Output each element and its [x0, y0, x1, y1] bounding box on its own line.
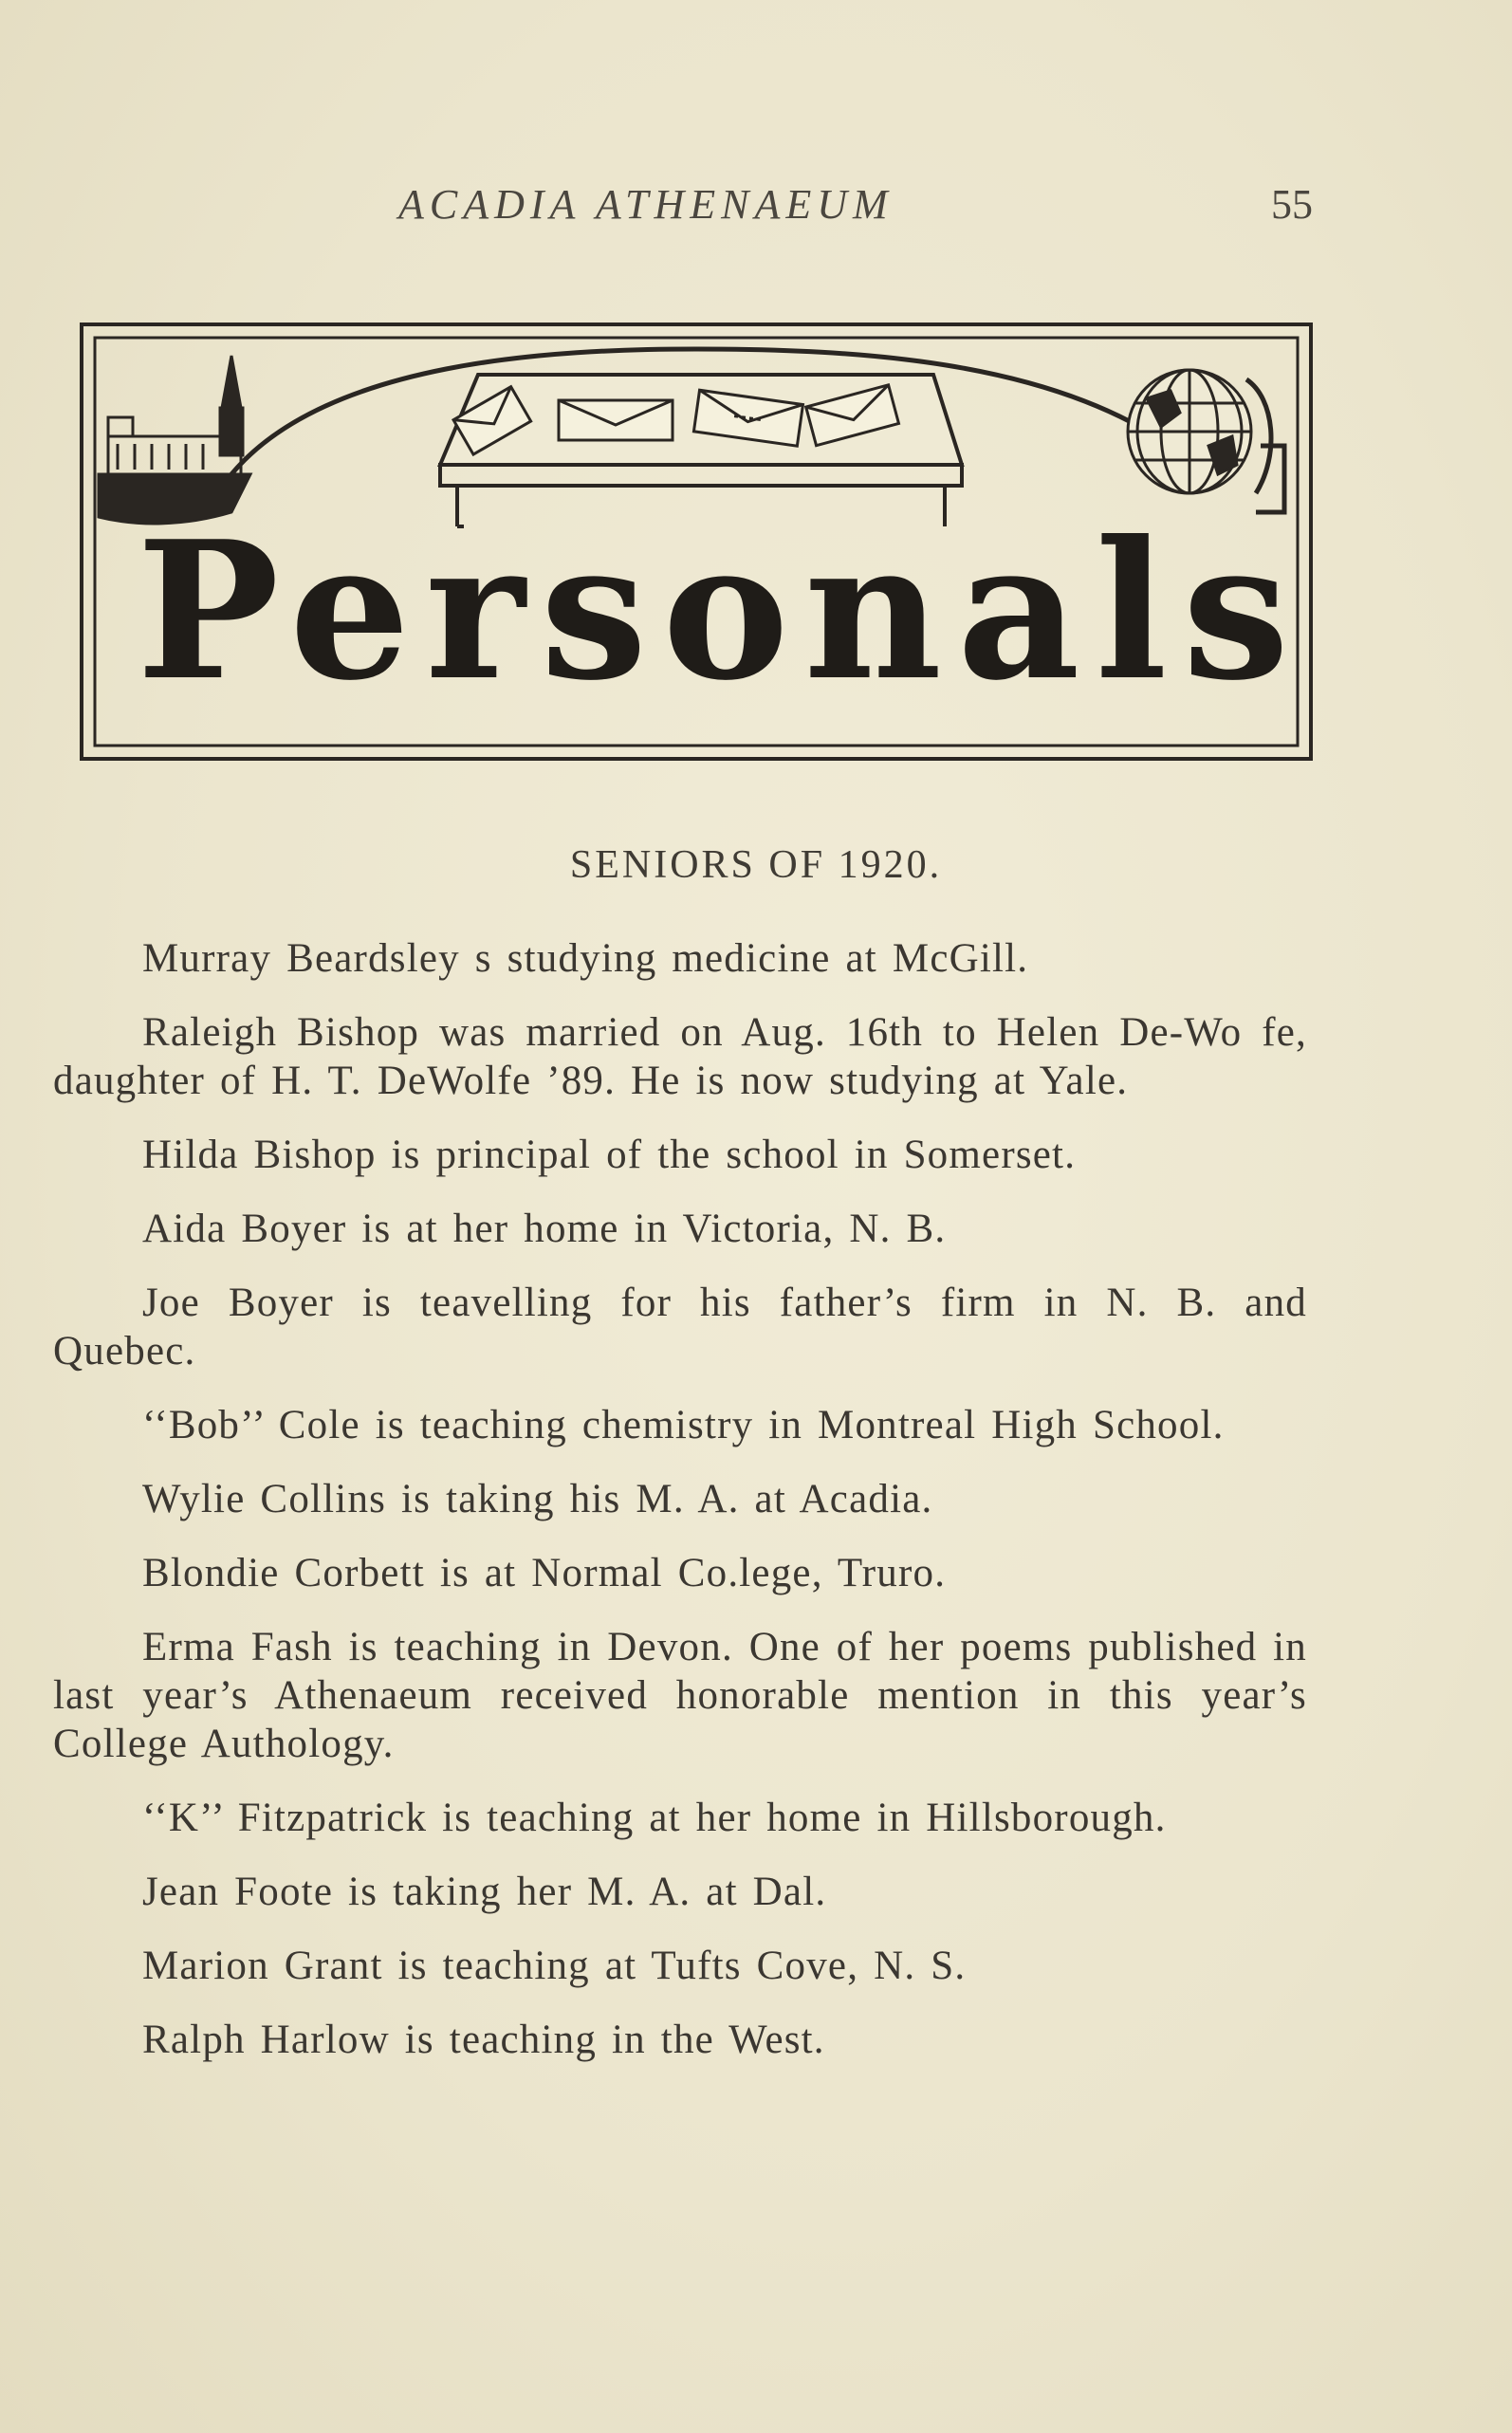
list-item: Marion Grant is teaching at Tufts Cove, N. S.	[142, 1944, 967, 1988]
list-item: Raleigh Bishop was married on Aug. 16th to Helen De-Wo fe, daughter of H. T. DeWolfe ’89. He is now studying at Yale.	[53, 1010, 1307, 1103]
list-item: Joe Boyer is teavelling for his father’s firm in N. B. and Quebec.	[53, 1281, 1307, 1373]
list-item: Aida Boyer is at her home in Victoria, N. B.	[142, 1207, 947, 1251]
running-head	[0, 180, 1512, 237]
list-item: ‘‘Bob’’ Cole is teaching chemistry in Montreal High School.	[142, 1403, 1225, 1447]
list-item: Murray Beardsley s studying medicine at McGill.	[142, 936, 1029, 981]
list-item: Blondie Corbett is at Normal Co.lege, Truro.	[142, 1551, 947, 1595]
personals-banner	[80, 323, 1313, 761]
list-item: ‘‘K’’ Fitzpatrick is teaching at her home in Hillsborough.	[142, 1796, 1167, 1840]
list-item: Ralph Harlow is teaching in the West.	[142, 2018, 825, 2062]
running-title: ACADIA ATHENAEUM	[398, 181, 894, 228]
page-number: 55	[1271, 181, 1313, 228]
personals-list	[53, 934, 1307, 2090]
banner-title: Personals	[137, 500, 1305, 723]
list-item: Jean Foote is taking her M. A. at Dal.	[142, 1870, 827, 1914]
section-heading: SENIORS OF 1920.	[569, 843, 943, 887]
list-item: Wylie Collins is taking his M. A. at Acadia.	[142, 1477, 933, 1521]
list-item: Hilda Bishop is principal of the school in Somerset.	[142, 1133, 1077, 1177]
list-item: Erma Fash is teaching in Devon. One of her poems published in last year’s Athenaeum received honorable mention in this year’s College Authology.	[53, 1625, 1307, 1766]
